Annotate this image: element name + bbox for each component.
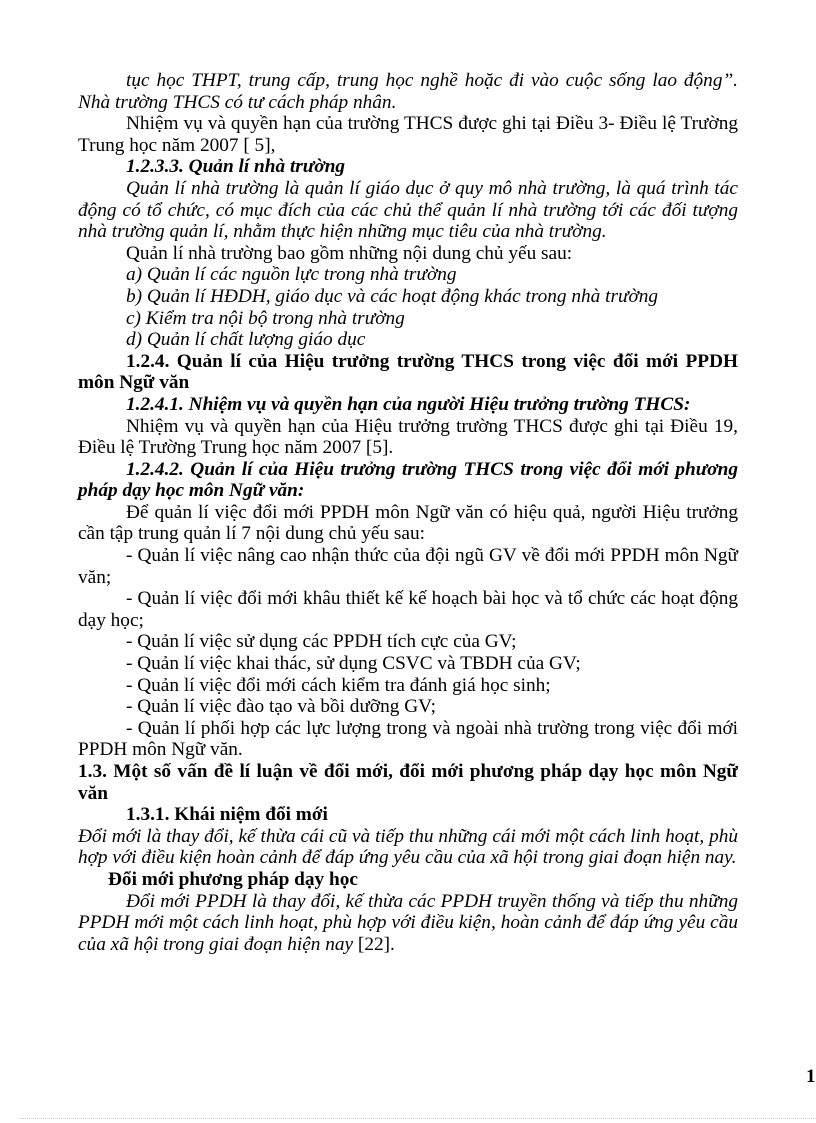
footer-divider <box>20 1118 816 1119</box>
heading-teaching-method-innovation: Đổi mới phương pháp dạy học <box>108 868 358 890</box>
paragraph-continuation: tục học THPT, trung cấp, trung học nghề hoặc đi vào cuộc sống lao động”. Nhà trường THCS có tư cách pháp nhân. <box>78 70 738 113</box>
document-body <box>78 70 738 955</box>
page-number: 1 <box>806 1066 816 1087</box>
bullet-item-4: - Quản lí việc khai thác, sử dụng CSVC và TBDH của GV; <box>126 653 581 675</box>
heading-1-2-4: 1.2.4. Quản lí của Hiệu trưởng trường THCS trong việc đổi mới PPDH môn Ngữ văn <box>78 350 738 394</box>
list-item-c: c) Kiểm tra nội bộ trong nhà trường <box>126 307 405 329</box>
bullet-item-3: - Quản lí việc sử dụng các PPDH tích cực của GV; <box>126 631 517 653</box>
list-item-b: b) Quản lí HĐDH, giáo dục và các hoạt động khác trong nhà trường <box>126 285 659 307</box>
heading-1-2-4-2: 1.2.4.2. Quản lí của Hiệu trưởng trường THCS trong việc đổi mới phương pháp dạy học môn Ngữ văn: <box>78 458 738 502</box>
paragraph-management-contents-intro: Quản lí nhà trường bao gồm những nội dung chủ yếu sau: <box>126 242 573 264</box>
heading-1-2-4-1: 1.2.4.1. Nhiệm vụ và quyền hạn của người Hiệu trưởng trường THCS: <box>126 393 691 415</box>
bullet-item-2: - Quản lí việc đổi mới khâu thiết kế kế hoạch bài học và tổ chức các hoạt động dạy học; <box>78 588 738 631</box>
bullet-item-1: - Quản lí việc nâng cao nhận thức của đội ngũ GV về đổi mới PPDH môn Ngữ văn; <box>78 545 738 588</box>
paragraph-school-management-definition: Quản lí nhà trường là quản lí giáo dục ở quy mô nhà trường, là quá trình tác động có tổ chức, có mục đích của các chủ thể quản lí nhà trường tới các đối tượng nhà trường quản lí, nhằm thực hiện những mục tiêu của nhà trường. <box>78 177 738 243</box>
paragraph-innovation-definition: Đổi mới là thay đổi, kế thừa cái cũ và tiếp thu những cái mới một cách linh hoạt, phù hợp với điều kiện hoàn cảnh để đáp ứng yêu cầu của xã hội trong giai đoạn hiện nay. <box>78 825 738 869</box>
bullet-item-7: - Quản lí phối hợp các lực lượng trong và ngoài nhà trường trong việc đổi mới PPDH môn Ngữ văn. <box>78 717 738 761</box>
paragraph-method-innovation-definition: Đổi mới PPDH là thay đổi, kế thừa các PPDH truyền thống và tiếp thu những PPDH mới một cách linh hoạt, phù hợp với điều kiện, hoàn cảnh để đáp ứng yêu cầu của xã hội trong giai đoạn hiện nay [22]. <box>78 890 738 955</box>
paragraph-principal-duties: Nhiệm vụ và quyền hạn của Hiệu trưởng trường THCS được ghi tại Điều 19, Điều lệ Trường Trung học năm 2007 [5]. <box>78 415 738 459</box>
heading-1-2-3-3: 1.2.3.3. Quản lí nhà trường <box>126 156 346 178</box>
paragraph-duties: Nhiệm vụ và quyền hạn của trường THCS được ghi tại Điều 3- Điều lệ Trường Trung học năm 2007 [ 5], <box>78 113 738 156</box>
citation: [22]. <box>357 933 395 955</box>
bullet-item-6: - Quản lí việc đào tạo và bồi dưỡng GV; <box>126 696 436 718</box>
bullet-item-5: - Quản lí việc đổi mới cách kiểm tra đánh giá học sinh; <box>126 674 551 696</box>
heading-1-3: 1.3. Một số vấn đề lí luận về đổi mới, đổi mới phương pháp dạy học môn Ngữ văn <box>78 761 738 804</box>
list-item-a: a) Quản lí các nguồn lực trong nhà trường <box>126 264 457 286</box>
list-item-d: d) Quản lí chất lượng giáo dục <box>126 329 366 351</box>
heading-1-3-1: 1.3.1. Khái niệm đổi mới <box>126 804 328 826</box>
paragraph-seven-contents-intro: Để quản lí việc đổi mới PPDH môn Ngữ văn có hiệu quả, người Hiệu trưởng cần tập trung quản lí 7 nội dung chủ yếu sau: <box>78 501 738 545</box>
